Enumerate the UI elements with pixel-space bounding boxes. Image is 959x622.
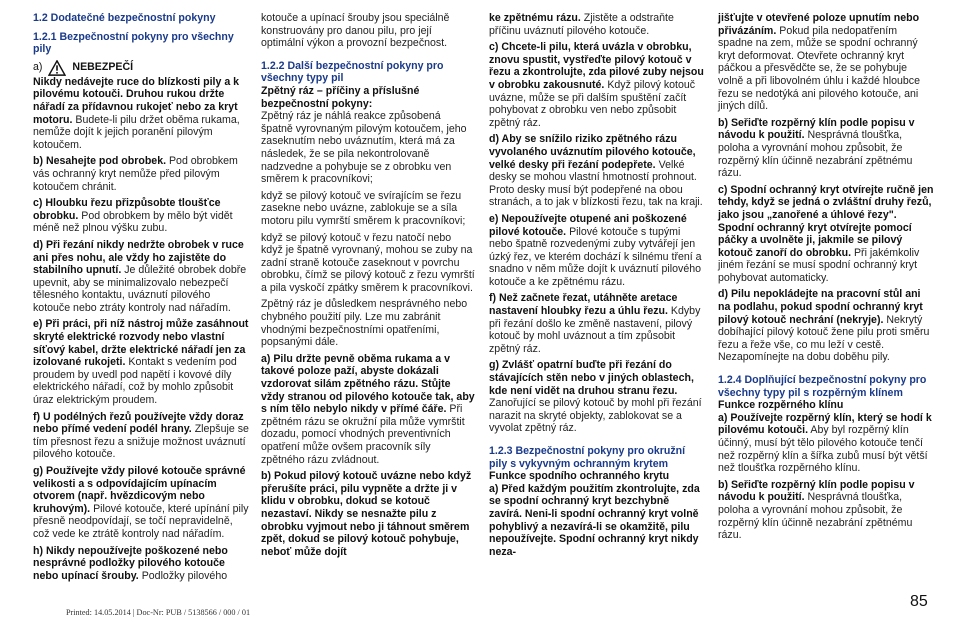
item-a-bold: a) Používejte rozpěrný klín, který se hodí k pilovému kotouči. [718, 411, 932, 437]
item-c-text: Pod obrobkem by mělo být vidět méně než plnou výšku zubu. [33, 209, 233, 235]
item-e-text: Kontakt s vedením pod proudem by uvedl pod napětí i kovové díly elektrického nářadí, což by mohlo způsobit úraz elektrickým proudem. [33, 356, 237, 407]
item-d [33, 239, 249, 315]
item-c-bold: c) Chcete-li pilu, která uvázla v obrobku, znovu spustit, vystřeďte pilový kotouč v řezu a zkontrolujte, zda pilové zuby nejsou v obrobku zakousnuté. [489, 41, 704, 91]
item-a-bold: Nikdy nedávejte ruce do blízkosti pily a k pilovému kotouči. Druhou rukou držte nářadí za přídavnou rukojeť nebo za kryt motoru. [33, 75, 240, 126]
item-b-wedge-bold: b) Seřiďte rozpěrný klín podle popisu v návodu k použití. [718, 478, 915, 504]
print-footer: Printed: 14.05.2014 | Doc-Nr: PUB / 5138566 / 000 / 01 [66, 608, 251, 617]
page-number: 85 [910, 593, 928, 610]
continuation [718, 12, 934, 113]
column-4 [718, 12, 934, 546]
item-c [489, 41, 705, 129]
continuation-text: Pokud pila nedopatřením spadne na zem, může se spodní ochranný kryt deformovat. Otevřete ochranný kryt páčkou a přesvědčte se, že se pohybuje volně a při libovolném úhlu i každé hloubce řezu se nedotýká ani pilového kotouče, ani jiných dílů. [718, 24, 920, 113]
section-heading-1-2-3: 1.2.3 Bezpečnostní pokyny pro okružní pily s vykyvným ochranným krytem [489, 445, 686, 470]
item-h-bold: h) Nikdy nepoužívejte poškozené nebo nesprávné podložky pilového kotouče nebo upínací šrouby. [33, 544, 228, 582]
item-f [33, 411, 249, 461]
item-g-bold: g) Zvlášť opatrní buďte při řezání do stávajících stěn nebo v jiných oblastech, kde není vidět na druhou stranu řezu. [489, 359, 694, 397]
item-b [33, 155, 249, 193]
function-heading: Funkce spodního ochranného krytu [489, 470, 670, 483]
item-e-text: Pilové kotouče s tupými nebo špatně rozvedenými zuby vytvářejí jen úzký řez, ve kterém dochází k silnému tření a snadno v něm může dojít k uváznutí pilového kotouče a ke zpětnému rázu. [489, 225, 702, 288]
item-c-bold: c) Hloubku řezu přizpůsobte tloušťce obrobku. [33, 197, 221, 222]
item-e-bold: e) Nepoužívejte otupené ani poškozené pilové kotouče. [489, 212, 687, 238]
item-g [33, 465, 249, 541]
item-d-bold: d) Aby se snížilo riziko zpětného rázu vyvolaného uváznutím pilového kotouče, velké desky při řezání podepřete. [489, 133, 696, 171]
item-f [489, 292, 705, 355]
item-label-a: a) [33, 61, 43, 74]
item-a [33, 76, 249, 152]
section-heading-1-2-1: 1.2.1 Bezpečnostní pokyny pro všechny pily [33, 30, 234, 56]
kickback-paragraph-4: Zpětný ráz je důsledkem nesprávného nebo chybného použití pily. Lze mu zabránit vhodnými bezpečnostními opatřeními, popsanými dále. [261, 298, 468, 349]
item-c-bold: c) Spodní ochranný kryt otvírejte ručně jen tehdy, když se jedná o zvláštní druhy řezů, jako jsou „zanořené a úhlové řezy". Spodní ochranný kryt otvírejte pomocí páčky a uvolněte ji, jakmile se pilový kotouč zanoří do obrobku. [718, 183, 934, 259]
item-d-text: Je důležité obrobek dobře upevnit, aby se minimalizovalo nebezpečí tělesného kontaktu, uváznutí pilového kotouče nebo ztráty kontroly nad nářadím. [33, 264, 247, 314]
item-f-bold: f) Než začnete řezat, utáhněte aretace nastavení hloubky řezu a úhlu řezu. [489, 292, 678, 318]
item-d [718, 288, 934, 364]
danger-heading: NEBEZPEČÍ [72, 61, 134, 74]
section-heading-1-2-2: 1.2.2 Další bezpečnostní pokyny pro všechny typy pil [261, 59, 444, 85]
item-b-text: Pod obrobkem vás ochranný kryt nemůže před pilovým kotoučem chránit. [33, 155, 238, 193]
item-h-text: Podložky pilového [141, 569, 228, 582]
item-c-text: Když pilový kotouč uvázne, může se při dalším spuštění začít pohybovat z obrobku ven nebo způsobit zpětný ráz. [489, 78, 696, 129]
item-d-bold: d) Pilu nepokládejte na pracovní stůl ani na podlahu, pokud spodní ochranný kryt pilový kotouč nechrání (nekryje). [718, 288, 923, 326]
item-b-wedge [718, 479, 934, 542]
column-1 [33, 12, 249, 586]
item-a: a) Před každým použitím zkontrolujte, zda se spodní ochranný kryt bezchybně zavírá. Neni-li spodní ochranný kryt volně pohyblivý a nezavírá-li se okamžitě, pilu nepoužívejte. Spodní ochranný kryt nikdy neza- [489, 482, 700, 558]
kickback-subheading: Zpětný ráz – příčiny a příslušné bezpečnostní pokyny: [261, 84, 420, 110]
item-b-bold: b) Seřiďte rozpěrný klín podle popisu v návodu k použití. [718, 116, 915, 142]
section-heading-1-2: 1.2 Dodatečné bezpečnostní pokyny [33, 12, 216, 24]
continuation-text: Zjistěte a odstraňte příčinu uváznutí pilového kotouče. [489, 12, 674, 37]
item-b: b) Pokud pilový kotouč uvázne nebo když přerušíte práci, pilu vypněte a držte ji v klidu v obrobku, dokud se kotouč nezastaví. Nikdy se nesnažte pilu z obrobku vyjmout nebo ji táhnout směrem zpět, dokud se pilový kotouč pohybuje, neboť může dojít [261, 470, 472, 558]
item-f-text: Kdyby při řezání došlo ke změně nastavení, pilový kotouč by mohl uváznout a tím způsobit zpětný ráz. [489, 305, 701, 355]
kickback-paragraph-2: když se pilový kotouč ve svírajícím se řezu zasekne nebo uvázne, zablokuje se a síla motoru pilu vymrští směrem k pracovníkovi; [261, 189, 466, 227]
item-c [33, 197, 249, 235]
item-e [33, 318, 249, 406]
item-g-text: Pilové kotouče, které upínání pily přesně neodpovídají, se točí nepravidelně, což vede ke ztrátě kontroly nad nářadím. [33, 502, 249, 540]
item-b-text: Nesprávná tloušťka, poloha a vyrovnání mohou způsobit, že rozpěrný klín účinně nezabrání zpětnému rázu. [718, 129, 913, 180]
item-g [489, 359, 705, 435]
item-d-text: Velké desky se mohou vlastní hmotností prohnout. Proto desky musí být podepřené na obou stranách, a to jak v blízkosti řezu, tak na kraji. [489, 158, 703, 209]
danger-row [33, 60, 249, 76]
item-a-text: Při zpětném rázu se okružní pila může vymrštit dozadu, pomocí vhodných preventivních opatření může ovšem pracovník síly zpětného rázu zvládnout. [261, 403, 465, 466]
item-f-text: Zlepšuje se tím přesnost řezu a snižuje možnost uváznutí pilového kotouče. [33, 423, 249, 461]
continuation [489, 12, 705, 37]
item-d-bold: d) Při řezání nikdy nedržte obrobek v ruce ani přes nohu, ale vždy ho zajistěte do stabilního upnutí. [33, 238, 244, 277]
item-h [33, 545, 249, 583]
item-b [718, 117, 934, 180]
function-heading: Funkce rozpěrného klínu [718, 399, 844, 412]
item-c [718, 184, 934, 285]
item-e [489, 213, 705, 289]
continuation-text: kotouče a upínací šrouby jsou speciálně konstruovány pro danou pilu, pro její optimální výkon a provozní bezpečnost. [261, 12, 450, 50]
item-d [489, 133, 705, 209]
kickback-paragraph-3: když se pilový kotouč v řezu natočí nebo když je špatně vyrovnaný, mohou se zuby na zadní straně kotouče zaseknout v povrchu obrobku, čímž se pilový kotouč z řezu vymrští a pila vyskočí zpátky směrem k pracovníkovi. [261, 231, 475, 294]
item-b-wedge-text: Nesprávná tloušťka, poloha a vyrovnání mohou způsobit, že rozpěrný klín účinně nezabrání zpětnému rázu. [718, 491, 913, 542]
section-heading-1-2-4: 1.2.4 Doplňující bezpečnostní pokyny pro všechny typy pil s rozpěrným klínem [718, 374, 927, 399]
column-3 [489, 12, 705, 562]
continuation-bold: jišťujte v otevřené poloze upnutím nebo přivázáním. [718, 12, 920, 37]
item-d-text: Nekrytý dobíhající pilový kotouč žene pilu proti směru řezu a řeže vše, co mu leží v cestě. Nezapomínejte na dobu doběhu pily. [718, 313, 930, 364]
item-g-bold: g) Používejte vždy pilové kotouče správné velikosti a s odpovídajícím upínacím otvorem (např. hvězdicovým nebo kruhovým). [33, 465, 246, 515]
continuation-bold: ke zpětnému rázu. [489, 12, 581, 24]
item-a [261, 353, 475, 466]
item-a-bold: a) Pilu držte pevně oběma rukama a v takové poloze paží, abyste dokázali vzdorovat silám zpětného rázu. Stůjte vždy stranou od pilového kotouče tak, aby s ním tělo nebylo nikdy v přímé čáře. [261, 352, 475, 416]
item-g-text: Zanořující se pilový kotouč by mohl při řezání narazit na skryté objekty, zablokovat se a vyvolat zpětný ráz. [489, 397, 702, 435]
kickback-paragraph-1: Zpětný ráz je náhlá reakce způsobená špatně vyrovnaným pilovým kotoučem, jeho zaseknutím nebo uváznutím, která má za následek, že se pila nekontrolovaně nadzvedne a pohybuje se z obrobku ven směrem k pracovníkovi; [261, 110, 467, 186]
warning-triangle-icon [48, 60, 66, 76]
item-b-bold: b) Nesahejte pod obrobek. [33, 155, 167, 168]
item-c-text: Při jakémkoliv jiném řezání se musí spodní ochranný kryt pohybovat automaticky. [718, 246, 920, 284]
item-e-bold: e) Při práci, při níž nástroj může zasáhnout skryté elektrické rozvody nebo vlastní síťový kabel, držte elektrické nářadí jen za izolované rukojeti. [33, 318, 249, 369]
item-a-text: Budete-li pilu držet oběma rukama, nemůže dojít k jejich poranění pilovým kotoučem. [33, 113, 240, 151]
item-f-bold: f) U podélných řezů používejte vždy doraz nebo přímé vedení podél hrany. [33, 410, 244, 436]
item-a [718, 412, 934, 475]
item-a-text: Aby byl rozpěrný klín účinný, musí být tělo pilového kotouče tenčí než rozpěrný klín a šířka zubů musí být větší než tloušťka rozpěrného klínu. [718, 424, 928, 475]
column-2 [261, 12, 475, 562]
